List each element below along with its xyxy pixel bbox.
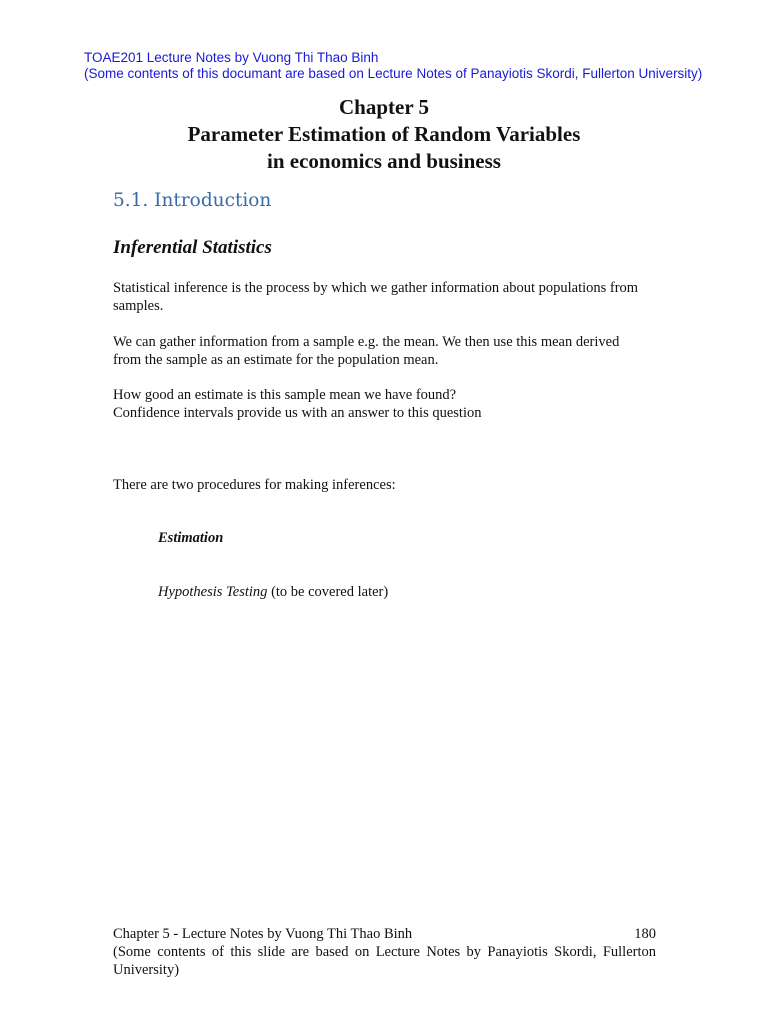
footer-note: (Some contents of this slide are based on Lecture Notes by Panayiotis Skordi, Fullerton University) [113,944,656,978]
procedure-estimation-label: Estimation [158,530,224,546]
footer [113,925,656,979]
footer-left-text: Chapter 5 - Lecture Notes by Vuong Thi Thao Binh [113,926,413,942]
paragraph-2 [113,333,643,369]
header-line-1: TOAE201 Lecture Notes by Vuong Thi Thao Binh [84,50,379,65]
subheading: Inferential Statistics [113,237,272,258]
chapter-subtitle-line-1: Parameter Estimation of Random Variables [187,122,581,146]
paragraph-3-line-1: How good an estimate is this sample mean we have found? [113,387,457,403]
procedure-hypothesis-label: Hypothesis Testing [158,584,268,600]
procedure-hypothesis-testing [158,583,688,601]
header-line-2: (Some contents of this documant are based on Lecture Notes of Panayiotis Skordi, Fullerton University) [84,66,703,81]
page-number: 180 [634,926,656,942]
section-heading: 5.1. Introduction [113,190,272,211]
procedure-estimation [158,529,688,547]
paragraph-2-text: We can gather information from a sample e.g. the mean. We then use this mean derived from the sample as an estimate for the population mean. [113,334,620,368]
chapter-subtitle-line-2: in economics and business [267,149,501,173]
paragraph-3-line-2: Confidence intervals provide us with an answer to this question [113,405,482,421]
paragraph-4 [113,476,643,494]
paragraph-3 [113,386,643,422]
paragraph-1-text: Statistical inference is the process by which we gather information about populations from samples. [113,280,639,314]
chapter-title: Chapter 5 [338,95,430,119]
procedure-hypothesis-note: (to be covered later) [267,584,389,600]
paragraph-4-text: There are two procedures for making inferences: [113,477,396,493]
paragraph-1 [113,279,643,315]
